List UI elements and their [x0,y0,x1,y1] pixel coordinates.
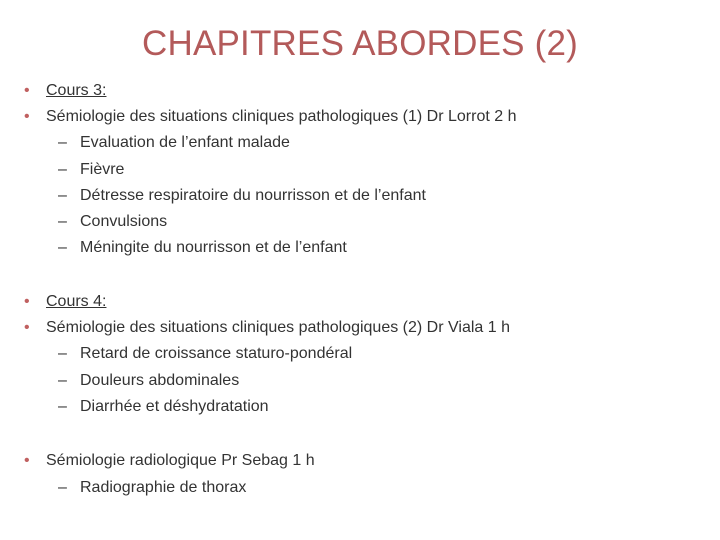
dash-icon: – [58,398,67,415]
dash-icon: – [58,479,67,496]
bullet-icon: • [24,82,30,99]
list-item-label: Méningite du nourrisson et de l’enfant [80,239,347,256]
list-item-label: Douleurs abdominales [80,372,240,389]
list-item-label: Convulsions [80,213,168,230]
bullet-icon: • [24,293,30,310]
list-item-label: Diarrhée et déshydratation [80,398,269,415]
dash-icon: – [58,345,67,362]
dash-icon: – [58,187,67,204]
dash-icon: – [58,239,67,256]
list-item-label: Retard de croissance staturo-pondéral [80,345,353,362]
section-topic-label: Sémiologie des situations cliniques pathologiques (2) Dr Viala 1 h [46,319,510,336]
section-topic-label: Sémiologie radiologique Pr Sebag 1 h [46,452,315,469]
section-heading-label: Cours 4: [46,293,107,310]
bullet-icon: • [24,108,30,125]
dash-icon: – [58,213,67,230]
list-item-label: Evaluation de l’enfant malade [80,134,290,151]
list-item-label: Détresse respiratoire du nourrisson et de l’enfant [80,187,426,204]
dash-icon: – [58,161,67,178]
section-heading-label: Cours 3: [46,82,107,99]
bullet-icon: • [24,452,30,469]
section-topic-label: Sémiologie des situations cliniques pathologiques (1) Dr Lorrot 2 h [46,108,517,125]
slide-title: CHAPITRES ABORDES (2) [142,24,578,63]
list-item-label: Fièvre [80,161,125,178]
list-item-label: Radiographie de thorax [80,479,247,496]
dash-icon: – [58,372,67,389]
bullet-icon: • [24,319,30,336]
dash-icon: – [58,134,67,151]
